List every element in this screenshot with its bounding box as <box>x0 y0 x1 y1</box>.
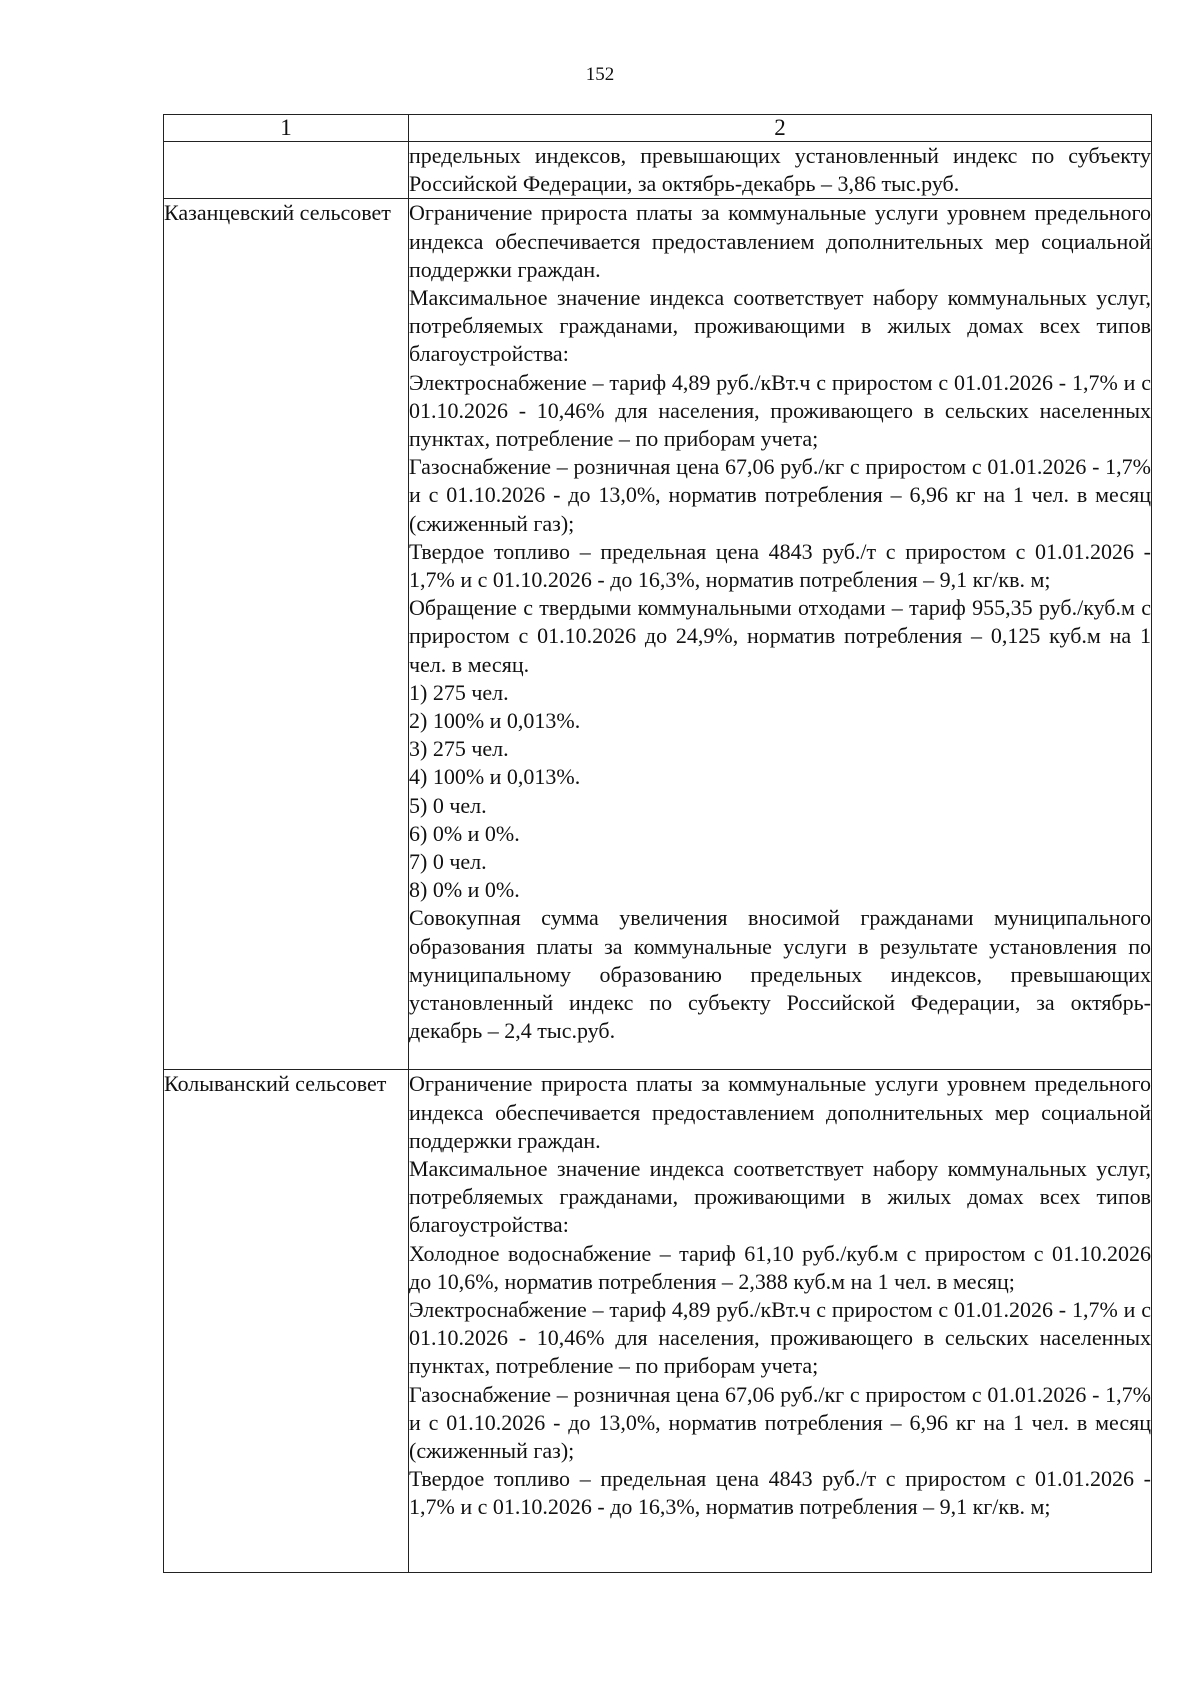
paragraph: Ограничение прироста платы за коммунальные услуги уровнем предельного индекса обеспечивается предоставлением дополнительных мер социальной поддержки граждан. <box>409 1071 1151 1153</box>
column-header-1: 1 <box>164 115 409 142</box>
list-item: 6) 0% и 0%. <box>409 820 520 846</box>
list-item: 7) 0 чел. <box>409 849 487 875</box>
list-item: 4) 100% и 0,013%. <box>409 764 581 790</box>
list-item: 8) 0% и 0%. <box>409 877 520 903</box>
paragraph: Ограничение прироста платы за коммунальные услуги уровнем предельного индекса обеспечивается предоставлением дополнительных мер социальной поддержки граждан. <box>409 200 1151 282</box>
table-row <box>164 1070 1152 1573</box>
paragraph: Обращение с твердыми коммунальными отходами – тариф 955,35 руб./куб.м с приростом с 01.10.2026 до 24,9%, норматив потребления – 0,125 куб.м на 1 чел. в месяц. <box>409 595 1151 677</box>
table-header-row <box>164 115 1152 142</box>
paragraph: Максимальное значение индекса соответствует набору коммунальных услуг, потребляемых гражданами, проживающими в жилых домах всех типов благоустройства: <box>409 1156 1151 1238</box>
municipality-name: Казанцевский сельсовет <box>164 199 409 1070</box>
list-item: 3) 275 чел. <box>409 736 509 762</box>
column-header-2: 2 <box>409 115 1152 142</box>
paragraph: Холодное водоснабжение – тариф 61,10 руб./куб.м с приростом с 01.10.2026 до 10,6%, норматив потребления – 2,388 куб.м на 1 чел. в месяц; <box>409 1240 1151 1294</box>
paragraph: Электроснабжение – тариф 4,89 руб./кВт.ч с приростом с 01.01.2026 - 1,7% и с 01.10.2026 - 10,46% для населения, проживающего в сельских населенных пунктах, потребление – по приборам учета; <box>409 1297 1151 1379</box>
document-table <box>163 114 1152 1573</box>
table-row <box>164 199 1152 1070</box>
list-item: 2) 100% и 0,013%. <box>409 708 581 734</box>
paragraph: Максимальное значение индекса соответствует набору коммунальных услуг, потребляемых гражданами, проживающими в жилых домах всех типов благоустройства: <box>409 285 1151 367</box>
row-content <box>409 1070 1152 1573</box>
table-row <box>164 142 1152 199</box>
page-number: 152 <box>585 64 615 85</box>
paragraph: предельных индексов, превышающих установленный индекс по субъекту Российской Федерации, за октябрь-декабрь – 3,86 тыс.руб. <box>409 143 1151 197</box>
paragraph: Электроснабжение – тариф 4,89 руб./кВт.ч с приростом с 01.01.2026 - 1,7% и с 01.10.2026 - 10,46% для населения, проживающего в сельских населенных пунктах, потребление – по приборам учета; <box>409 369 1151 452</box>
list-item: 5) 0 чел. <box>409 792 487 818</box>
paragraph: Газоснабжение – розничная цена 67,06 руб./кг с приростом с 01.01.2026 - 1,7% и с 01.10.2026 - до 13,0%, норматив потребления – 6,96 кг на 1 чел. в месяц (сжиженный газ); <box>409 454 1151 536</box>
paragraph: Твердое топливо – предельная цена 4843 руб./т с приростом с 01.01.2026 - 1,7% и с 01.10.2026 - до 16,3%, норматив потребления – 9,1 кг/кв. м; <box>409 538 1151 593</box>
municipality-name <box>164 142 409 199</box>
row-content <box>409 142 1152 199</box>
paragraph: Твердое топливо – предельная цена 4843 руб./т с приростом с 01.01.2026 - 1,7% и с 01.10.2026 - до 16,3%, норматив потребления – 9,1 кг/кв. м; <box>409 1466 1151 1520</box>
list-item: 1) 275 чел. <box>409 679 509 705</box>
paragraph: Совокупная сумма увеличения вносимой гражданами муниципального образования платы за коммунальные услуги в результате установления по муниципальному образованию предельных индексов, превышающих установленный индекс по субъекту Российской Федерации, за октябрь-декабрь – 2,4 тыс.руб. <box>409 905 1151 1044</box>
row-content <box>409 199 1152 1070</box>
municipality-name: Колыванский сельсовет <box>164 1070 409 1573</box>
paragraph: Газоснабжение – розничная цена 67,06 руб./кг с приростом с 01.01.2026 - 1,7% и с 01.10.2026 - до 13,0%, норматив потребления – 6,96 кг на 1 чел. в месяц (сжиженный газ); <box>409 1381 1151 1464</box>
